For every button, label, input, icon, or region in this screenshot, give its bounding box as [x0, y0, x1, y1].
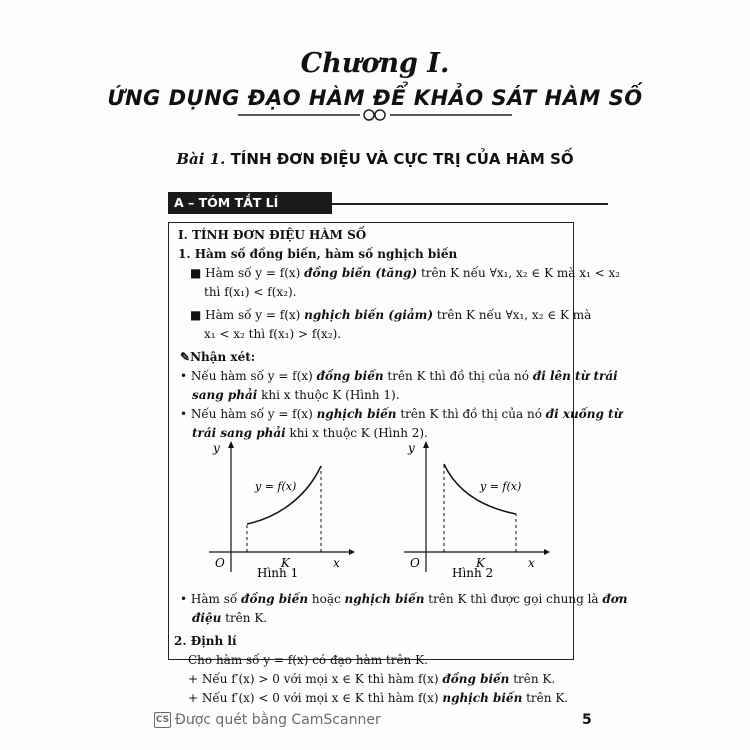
page-number: 5	[582, 712, 592, 728]
emphasis: đi lên từ trái	[532, 369, 618, 383]
emphasis: đơn	[602, 592, 628, 606]
chapter-label: Chương I.	[300, 48, 450, 79]
text: khi x thuộc K (Hình 1).	[257, 388, 400, 402]
figure-increasing	[205, 438, 355, 578]
definition-decreasing	[190, 306, 591, 325]
text: trên K nếu ∀x₁, x₂ ∈ K mà x₁ < x₂	[417, 266, 621, 280]
section-header: A – TÓM TẮT LÍ THUYẾT	[168, 192, 332, 214]
monotonic-remark-line2	[192, 609, 267, 628]
text: hoặc	[308, 592, 345, 606]
definition-increasing-line2: thì f(x₁) < f(x₂).	[204, 285, 297, 299]
y-axis-arrow-icon	[423, 441, 429, 448]
camscanner-logo-icon: CS	[154, 712, 171, 728]
x-axis-arrow-icon	[349, 549, 355, 555]
watermark-text: Được quét bằng CamScanner	[175, 712, 381, 728]
k-label: K	[281, 556, 290, 570]
scanner-watermark	[154, 712, 381, 728]
definition-decreasing-line2: x₁ < x₂ thì f(x₁) > f(x₂).	[204, 327, 342, 341]
emphasis: đồng biến	[442, 672, 510, 686]
text: + Nếu f′(x) < 0 với mọi x ∈ K thì hàm f(x)	[188, 691, 443, 705]
curve-label: y = f(x)	[480, 480, 522, 493]
x-label: x	[333, 556, 340, 570]
remark-increasing-line2	[192, 386, 400, 405]
text: trên K thì được gọi chung là	[424, 592, 603, 606]
text: + Nếu f′(x) > 0 với mọi x ∈ K thì hàm f(x)	[188, 672, 443, 686]
remark-decreasing	[180, 405, 622, 424]
round-bullet-icon: •	[180, 592, 188, 606]
text: Nếu hàm số y = f(x)	[190, 369, 317, 383]
text: Hàm số	[190, 592, 242, 606]
origin-label: O	[410, 556, 420, 570]
square-bullet-icon: ■	[190, 308, 202, 322]
text: trên K thì đồ thị của nó	[383, 369, 533, 383]
theorem-intro: Cho hàm số y = f(x) có đạo hàm trên K.	[188, 653, 428, 667]
emphasis: nghịch biến	[344, 592, 425, 606]
part1-heading: I. TÍNH ĐƠN ĐIỆU HÀM SỐ	[178, 228, 367, 242]
lesson-number: Bài 1.	[176, 150, 226, 168]
origin-label: O	[215, 556, 225, 570]
pencil-icon: ✎	[180, 350, 191, 364]
text: Hàm số y = f(x)	[205, 308, 305, 322]
figure-decreasing	[400, 438, 550, 578]
k-label: K	[476, 556, 485, 570]
text: trên K thì đồ thị của nó	[396, 407, 546, 421]
y-label: y	[213, 441, 220, 455]
ornament-divider	[238, 108, 512, 122]
text: trên K.	[509, 672, 556, 686]
x-label: x	[528, 556, 535, 570]
round-bullet-icon: •	[180, 369, 188, 383]
emphasis: sang phải	[192, 388, 258, 402]
remark	[180, 348, 255, 367]
figure-caption: Hình 2	[452, 566, 494, 578]
lesson-title	[0, 150, 750, 168]
emphasis: nghịch biến	[442, 691, 523, 705]
emphasis: nghịch biến	[316, 407, 397, 421]
round-bullet-icon: •	[180, 407, 188, 421]
emphasis: đồng biến	[316, 369, 384, 383]
lesson-name: TÍNH ĐƠN ĐIỆU VÀ CỰC TRỊ CỦA HÀM SỐ	[230, 150, 574, 168]
y-axis-arrow-icon	[228, 441, 234, 448]
text: khi x thuộc K (Hình 2).	[285, 426, 428, 440]
text: Nếu hàm số y = f(x)	[190, 407, 317, 421]
sub1-heading: 1. Hàm số đồng biến, hàm số nghịch biến	[178, 247, 458, 261]
definition-increasing	[190, 264, 620, 283]
emphasis: đồng biến	[241, 592, 309, 606]
remark-label: Nhận xét:	[190, 350, 256, 364]
figure-caption: Hình 1	[257, 566, 299, 578]
text: trên K.	[221, 611, 268, 625]
remark-increasing	[180, 367, 618, 386]
x-axis-arrow-icon	[544, 549, 550, 555]
emphasis: đi xuống từ	[545, 407, 623, 421]
chapter-title: ỨNG DỤNG ĐẠO HÀM ĐỂ KHẢO SÁT HÀM SỐ	[107, 86, 643, 110]
y-label: y	[408, 441, 415, 455]
emphasis: nghịch biến (giảm)	[304, 308, 434, 322]
square-bullet-icon: ■	[190, 266, 202, 280]
theorem-increasing	[188, 670, 555, 689]
curve-label: y = f(x)	[255, 480, 297, 493]
text: Hàm số y = f(x)	[205, 266, 305, 280]
text: trên K nếu ∀x₁, x₂ ∈ K mà	[433, 308, 592, 322]
text: trên K.	[522, 691, 569, 705]
emphasis: điệu	[192, 611, 222, 625]
increasing-curve	[247, 466, 321, 524]
emphasis: đồng biến (tăng)	[304, 266, 418, 280]
part2-heading: 2. Định lí	[174, 634, 237, 648]
emphasis: trái sang phải	[192, 426, 286, 440]
monotonic-remark	[180, 590, 628, 609]
theorem-decreasing	[188, 689, 568, 708]
